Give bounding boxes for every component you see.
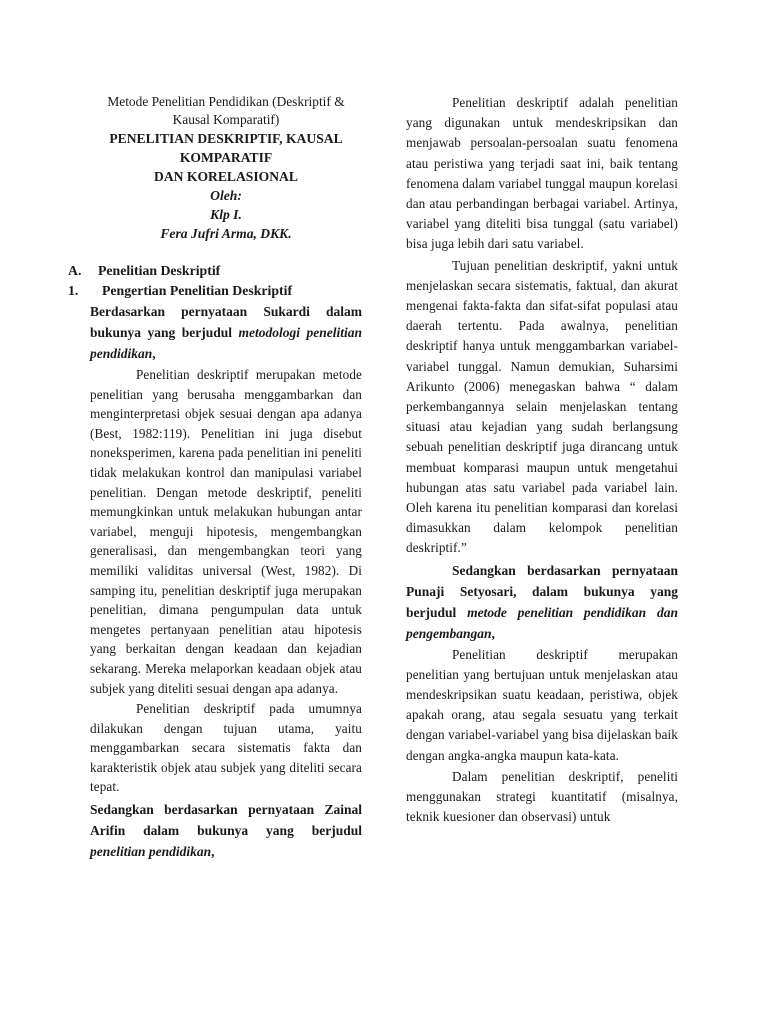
document-title-3: DAN KORELASIONAL bbox=[154, 169, 298, 184]
source-statement-setyosari bbox=[406, 560, 678, 644]
book-title: penelitian pendidikan bbox=[90, 844, 212, 860]
section-1-heading bbox=[68, 281, 362, 301]
title-block bbox=[90, 93, 362, 243]
document-title-1: PENELITIAN DESKRIPTIF, KAUSAL bbox=[109, 131, 343, 146]
comma: , bbox=[211, 844, 215, 860]
section-1-title: Pengertian Penelitian Deskriptif bbox=[102, 283, 293, 298]
document-title-2: KOMPARATIF bbox=[179, 150, 273, 165]
comma: , bbox=[491, 625, 495, 641]
book-title: metode penelitian pendidikan dan pengembangan bbox=[406, 604, 678, 641]
source-text: Berdasarkan pernyataan Sukardi dalam bukunya yang berjudul bbox=[90, 304, 362, 340]
source-text: Sedangkan berdasarkan pernyataan Zainal Arifin dalam bukunya yang berjudul bbox=[90, 802, 362, 839]
group-label: Klp I. bbox=[210, 207, 242, 222]
section-1-number: 1. bbox=[68, 283, 79, 298]
author-name: Fera Jufri Arma, DKK. bbox=[160, 226, 292, 241]
paragraph-strategy: Dalam penelitian deskriptif, peneliti menggunakan strategi kuantitatif (misalnya, teknik kuesioner dan observasi) untuk bbox=[406, 768, 678, 825]
section-a-title: Penelitian Deskriptif bbox=[98, 263, 221, 278]
book-title: metodologi penelitian pendidikan bbox=[90, 325, 362, 361]
source-statement-arifin bbox=[90, 799, 362, 862]
paragraph-setyosari-definition: Penelitian deskriptif merupakan penelitian yang bertujuan untuk menjelaskan atau mendeskripsikan suatu keadaan, peristiwa, objek apakah orang, atau segala sesuatu yang terkait dengan variabel-variabel yang bisa dijelaskan baik dengan angka-angka maupun kata-kata. bbox=[406, 646, 678, 763]
paragraph-definition: Penelitian deskriptif merupakan metode penelitian yang berusaha menggambarkan dan menginterpretasi objek sesuai dengan apa adanya (Best, 1982:119). Penelitian ini juga disebut noneksperimen, karena pada penelitian ini peneliti tidak melakukan kontrol dan manipulasi variabel penelitian. Dengan metode deskriptif, peneliti memungkinkan untuk melakukan hubungan antar variabel, menguji hipotesis, mengembangkan generalisasi, dan mengembangkan teori yang memiliki validitas universal (West, 1982). Di samping itu, penelitian deskriptif juga merupakan penelitian, dimana pengumpulan data untuk mengetes pertanyaan penelitian atau hipotesis yang berkaitan dengan keadaan dan kejadian sekarang. Mereka melaporkan keadaan objek atau subjek yang diteliti sesuai dengan apa adanya. bbox=[90, 367, 362, 696]
course-line-2: Kausal Komparatif) bbox=[172, 112, 280, 127]
section-a-heading bbox=[68, 261, 362, 281]
left-column bbox=[68, 93, 362, 863]
source-statement-sukardi bbox=[90, 301, 362, 364]
section-a-number: A. bbox=[68, 263, 82, 278]
course-line-1: Metode Penelitian Pendidikan (Deskriptif & bbox=[107, 94, 345, 109]
paragraph-objective: Tujuan penelitian deskriptif, yakni untuk menjelaskan secara sistematis, faktual, dan akurat mengenai fakta-fakta dan sifat-sifat populasi atau daerah tertentu. Pada awalnya, penelitian deskriptif hanya untuk menggambarkan variabel-variabel tunggal. Namun demukian, Suharsimi Arikunto (2006) menegaskan bahwa “ dalam perkembangannya selain menjelaskan tentang situasi atau kejadian yang sudah berlangsung sebuah penelitian deskriptif juga dirancang untuk membuat komparasi maupun untuk mengetahui hubungan atas satu variabel pada variabel lain. Oleh karena itu penelitian komparasi dan korelasi dimasukkan dalam kelompok penelitian deskriptif.” bbox=[406, 257, 678, 556]
source-text: Sedangkan berdasarkan pernyataan Punaji Setyosari, dalam bukunya yang berjudul bbox=[406, 562, 678, 620]
paragraph-arifin-definition: Penelitian deskriptif adalah penelitian yang digunakan untuk mendeskripsikan dan menjawab persoalan-persoalan suatu fenomena atau peristiwa yang terjadi saat ini, baik tentang fenomena dalam variabel tunggal maupun korelasi dan atau perbandingan berbagai variabel. Artinya, variabel yang diteliti bisa tunggal (satu variabel) bisa juga lebih dari satu variabel. bbox=[406, 95, 678, 252]
comma: , bbox=[152, 346, 156, 361]
paragraph-purpose: Penelitian deskriptif pada umumnya dilakukan dengan tujuan utama, yaitu menggambarkan secara sistematis fakta dan karakteristik objek atau subjek yang diteliti secara tepat. bbox=[90, 701, 362, 795]
by-label: Oleh: bbox=[210, 188, 242, 203]
right-column bbox=[406, 93, 678, 829]
